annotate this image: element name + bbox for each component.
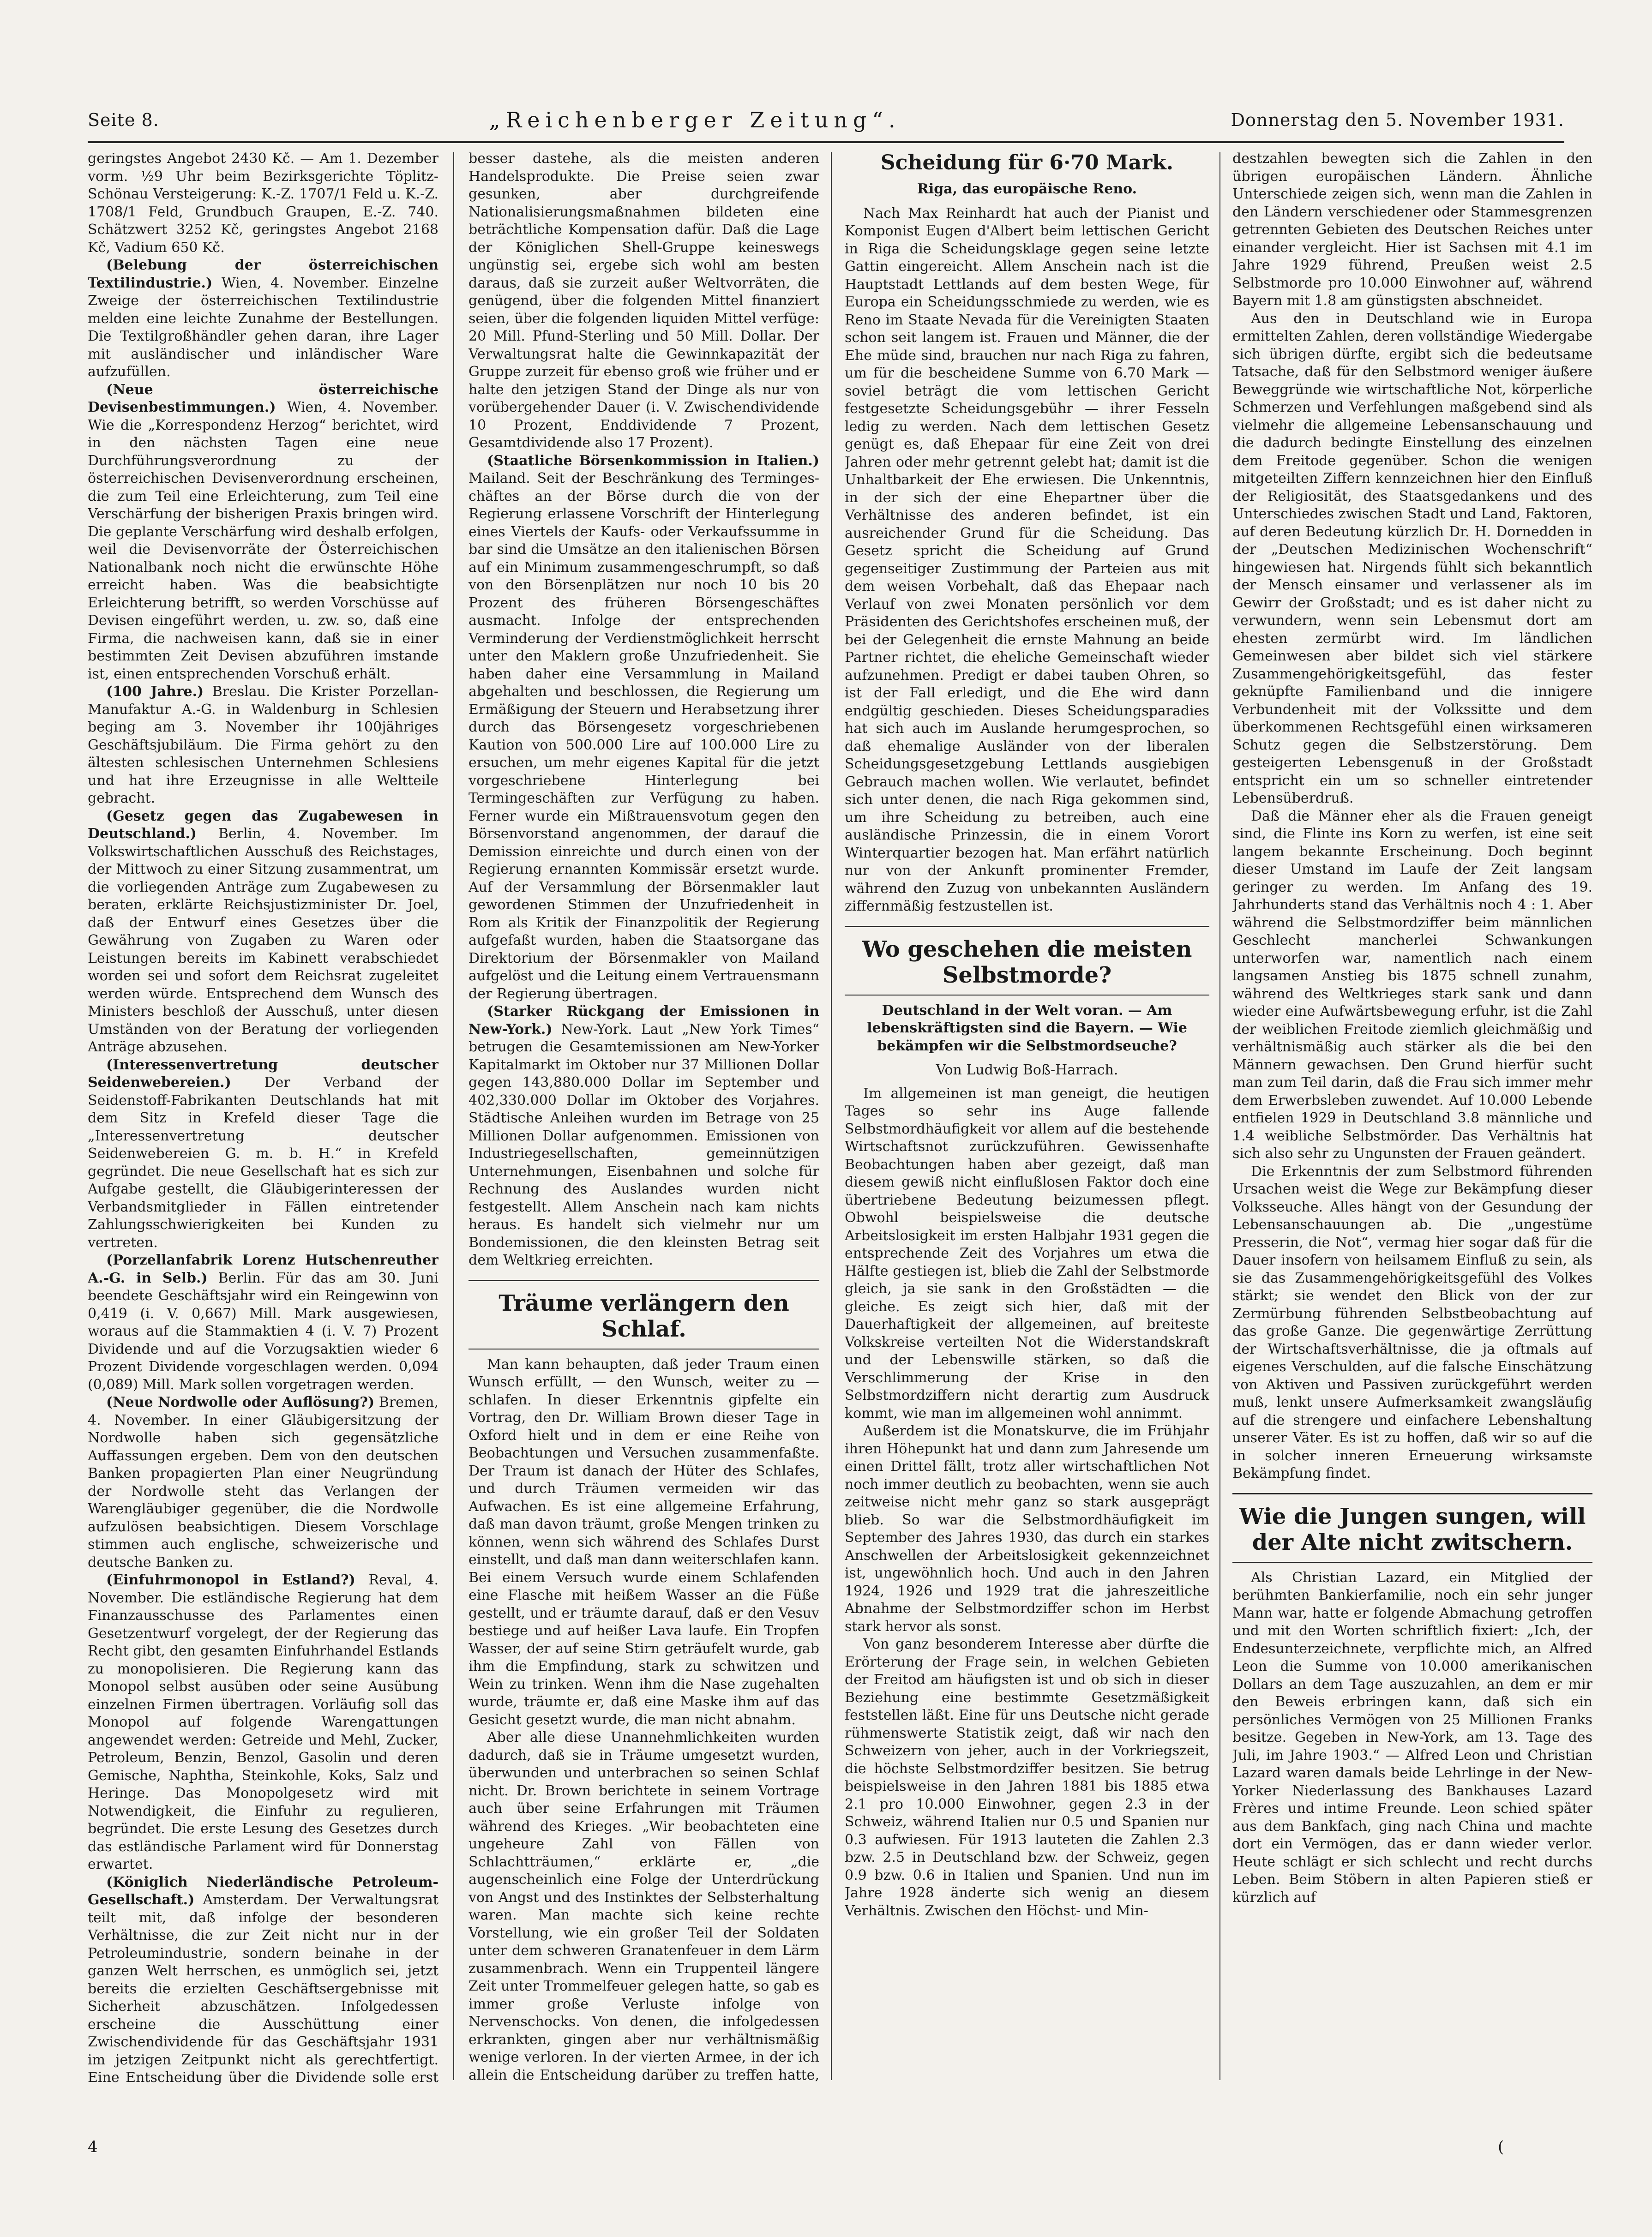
- article-paragraph: Man kann behaupten, daß jeder Traum einen Wunsch erfüllt, — den Wunsch, weiter zu — schlafen. In dieser Erkenntnis gipfelte ein Vortrag, den Dr. William Brown dieser Tage in Oxford hielt und in dem er eine Reihe von Beobachtungen und Versuchen zusammenfaßte. Der Traum ist danach der Hüter des Schlafes, und durch Träumen vermeiden wir das Aufwachen. Es ist eine allgemeine Erfahrung, daß man davon träumt, große Mengen trinken zu können, wenn sich während des Schlafes Durst einstellt, und daß man dann weiterschlafen kann. Bei einem Versuch wurde einem Schlafenden eine Flasche mit heißem Wasser an die Füße gestellt, und er träumte darauf, daß er den Vesuv bestiege und auf heißer Lava laufe. Ein Tropfen Wasser, der auf seine Stirn geträufelt wurde, gab ihm die Empfindung, stark zu schwitzen und Wein zu trinken. Wenn ihm die Nase zugehalten wurde, träumte er, daß eine Maske ihm auf das Gesicht gesetzt wurde, die man nicht abnahm.: [469, 1356, 819, 1728]
- section-rule: [1232, 1493, 1592, 1494]
- news-item-head: (Porzellanfabrik Lorenz Hutschenreuther A.-G. in Selb.): [88, 1252, 439, 1286]
- column-divider: [453, 152, 454, 2080]
- news-item: [88, 1056, 439, 1252]
- article-subtitle: Riga, das europäische Reno.: [917, 181, 1137, 197]
- news-item-text: Wien, 4. November. Wie die „Korrespondenz Herzog“ berichtet, wird in den nächsten Tagen eine neue Durchführungsverordnung zu der österreichischen Devisenverordnung erscheinen, die zum Teil eine Erleichterung, zum Teil eine Verschärfung der bisherigen Praxis bringen wird. Die geplante Verschärfung wird deshalb erfolgen, weil die Devisenvorräte der Österreichischen Nationalbank noch nicht die erwünschte Höhe erreicht haben. Was die beabsichtigte Erleichterung betrifft, so werden Vorschüsse auf Devisen eingeführt werden, u. zw. so, daß eine Firma, die nachweisen kann, daß sie in einer bestimmten Zeit Devisen abzuführen imstande ist, einen entsprechenden Vorschuß erhält.: [88, 399, 439, 682]
- news-item-text: Bremen, 4. November. In einer Gläubigersitzung der Nordwolle haben sich gegensätzliche Auffassungen ergeben. Dem von den deutschen Banken propagierten Plan einer Neugründung der Nordwolle steht das Verlangen der Warengläubiger gegenüber, die die Nordwolle aufzulösen beabsichtigen. Diesem Vorschlage stimmen auch englische, schweizerische und deutsche Banken zu.: [88, 1394, 439, 1571]
- news-item-text: New-York. Laut „New York Times“ betrugen die Gesamtemissionen am New-Yorker Kapitalmarkt im Oktober nur 37 Millionen Dollar gegen 143,880.000 Dollar im September und 402,330.000 Dollar im Oktober des Vorjahres. Städtische Anleihen wurden im Betrage von 25 Millionen Dollar aufgenommen. Emissionen von Industriegesellschaften, gemeinnützigen Unternehmungen, Eisenbahnen und solche für Rechnung des Auslandes wurden nicht festgestellt. Allem Anschein nach kam nichts heraus. Es handelt sich vielmehr nur um Bondemissionen, die den kleinsten Betrag seit dem Weltkrieg erreichten.: [469, 1021, 819, 1268]
- news-item-head: (Gesetz gegen das Zugabewesen in Deutschland.): [88, 808, 439, 842]
- article-paragraph: Nach Max Reinhardt hat auch der Pianist und Komponist Eugen d'Albert beim lettischen Gericht in Riga die Scheidungsklage gegen seine letzte Gattin eingereicht. Allem Anschein nach ist die Hauptstadt Lettlands auf dem besten Wege, für Europa ein Scheidungsschmiede zu werden, wie es Reno im Staate Nevada für die Vereinigten Staaten schon seit langem ist. Frauen und Männer, die der Ehe müde sind, brauchen nur nach Riga zu fahren, um für die bescheidene Summe von 6.70 Mark — soviel beträgt die vom lettischen Gericht festgesetzte Scheidungsgebühr — ihrer Fesseln ledig zu werden. Nach dem lettischen Gesetz genügt es, daß Ehepaar für eine Zeit von drei Jahren oder mehr getrennt gelebt hat; damit ist die Unhaltbarkeit der Ehe erwiesen. Die Unkenntnis, in der sich der eine Ehepartner über die Verhältnisse des anderen befindet, ist ein ausreichender Grund für die Scheidung. Das Gesetz spricht die Scheidung auf Grund gegenseitiger Zustimmung der Parteien aus mit dem weisen Vorbehalt, daß das Ehepaar nach Verlauf von zwei Monaten persönlich vor dem Präsidenten des Gerichtshofes erscheinen muß, der bei der Gelegenheit die ernste Mahnung an beide Partner richtet, die eheliche Gemeinschaft wieder aufzunehmen. Predigt er dabei tauben Ohren, so ist der Fall erledigt, und die Ehe wird dann endgültig geschieden. Dieses Scheidungsparadies hat sich auch im Auslande herumgesprochen, so daß ehemalige Ausländer von der liberalen Scheidungsgesetzgebung Lettlands ausgiebigen Gebrauch machen wollen. Wie verlautet, befindet sich unter denen, die nach Riga gekommen sind, um ihre Scheidung zu betreiben, auch eine ausländische Prinzessin, die in einem Vorort Winterquartier bezogen hat. Man erfährt natürlich nur von der Ankunft prominenter Fremder, während den Zuzug von unbekannten Ausländern ziffernmäßig festzustellen ist.: [845, 205, 1209, 914]
- article-paragraph: destzahlen bewegten sich die Zahlen in den übrigen europäischen Ländern. Ähnliche Unterschiede zeigen sich, wenn man die Zahlen in den Ländern verschiedener oder Stammesgrenzen getrennten Gebieten des Deutschen Reiches unter einander vergleicht. Hier ist Sachsen mit 4.1 im Jahre 1929 führend, Preußen weist 2.5 Selbstmorde pro 10.000 Einwohner auf, während Bayern mit 1.8 am günstigsten abschneidet.: [1232, 150, 1592, 309]
- column-divider: [831, 152, 832, 2080]
- news-item: [88, 150, 439, 257]
- news-item-text: Amsterdam. Der Verwaltungsrat teilt mit, daß infolge der besonderen Verhältnisse, die zur Zeit nicht nur in der Petroleumindustrie, sondern beinahe in der ganzen Welt herrschen, es unmöglich sei, jetzt bereits die erzielten Geschäftsergebnisse mit Sicherheit abzuschätzen. Infolgedessen erscheine die Ausschüttung einer Zwischendividende für das Geschäftsjahr 1931 im jetzigen Zeitpunkt nicht als gerechtfertigt. Eine Entscheidung über die Dividende solle erst: [88, 1892, 439, 2085]
- news-item: [88, 381, 439, 684]
- news-item: [469, 1003, 819, 1270]
- news-item: [88, 683, 439, 808]
- news-item-head: (Neue Nordwolle oder Auflösung?): [106, 1394, 375, 1410]
- page-number: Seite 8.: [88, 110, 159, 130]
- news-item-head: (Staatliche Börsenkommission in Italien.): [487, 452, 819, 469]
- news-item-head: (Belebung der österreichischen Textilindustrie.): [88, 257, 439, 291]
- news-item: [88, 1252, 439, 1394]
- article-paragraph: Daß die Männer eher als die Frauen geneigt sind, die Flinte ins Korn zu werfen, ist eine seit langem bekannte Erscheinung. Doch beginnt dieser Umstand im Laufe der Zeit langsam geringer zu werden. Im Anfang des 19. Jahrhunderts stand das Verhältnis noch 4 : 1. Aber während die Selbstmordziffer beim männlichen Geschlecht mancherlei Schwankungen unterworfen war, namentlich nach einem langsamen Anstieg bis 1875 schnell zunahm, während des Weltkrieges stark sank und dann wieder eine Aufwärtsbewegung erfuhr, ist die Zahl der weiblichen Freitode ziemlich gleichmäßig und verhältnismäßig auch stärker als die bei den Männern gewachsen. Den Grund hierfür sucht man zum Teil darin, daß die Frau sich immer mehr dem Erwerbsleben zuwendet. Auf 10.000 Lebende entfielen 1929 in Deutschland 3.8 männliche und 1.4 weibliche Selbstmörder. Das Verhältnis hat sich also sehr zu Ungunsten der Frauen geändert.: [1232, 808, 1592, 1162]
- news-item: [88, 1571, 439, 1874]
- news-item: [469, 452, 819, 1003]
- article-paragraph: Im allgemeinen ist man geneigt, die heutigen Tages so sehr ins Auge fallende Selbstmordhäufigkeit vor allem auf die bestehende Wirtschaftsnot zurückzuführen. Gewissenhafte Beobachtungen haben aber gezeigt, daß man diesem gewiß nicht einflußlosen Faktor doch eine übertriebene Bedeutung beizumessen pflegt. Obwohl beispielsweise die deutsche Arbeitslosigkeit im ersten Halbjahr 1931 gegen die entsprechende Zeit des Vorjahres um etwa die Hälfte gestiegen ist, blieb die Zahl der Selbstmorde gleich, ja sie sank in den Großstädten — die gleiche. Es zeigt sich hier, daß mit der Dauerhaftigkeit der allgemeinen, auf breiteste Volkskreise verteilten Not die Widerstandskraft und der Lebenswille stärken, so daß die Verschlimmerung der Krise in den Selbstmordziffern nicht derartig zum Ausdruck kommt, wie man im allgemeinen wohl annimmt.: [845, 1085, 1209, 1421]
- news-item-head: (100 Jahre.): [106, 684, 204, 700]
- footer-mark-left: 4: [88, 2138, 98, 2156]
- article-paragraph: Die Erkenntnis der zum Selbstmord führenden Ursachen weist die Wege zur Bekämpfung dieser Volksseuche. Alles hängt von der Gesundung der Lebensanschauungen ab. Die „ungestüme Presserin, die Not“, vermag hier sogar daß für die Dauer insofern von heilsamem Einfluß zu sein, als sie das Zusammengehörigkeitsgefühl des Volkes stärkt; sie wendet den Blick von der zur Zermürbung führenden Selbstbeobachtung auf das große Ganze. Die gegenwärtige Zerrüttung der Wirtschaftsverhältnisse, die ja oftmals auf eigenes Verschulden, auf die falsche Einschätzung von Aktiven und Passiven zurückgeführt werden muß, lenkt unsere Aufmerksamkeit zwangsläufig auf die strengere und einfachere Lebenshaltung unserer Väter. Es ist zu hoffen, daß wir so auf die in solcher inneren Erneuerung wirksamste Bekämpfung findet.: [1232, 1163, 1592, 1481]
- page-header: [88, 104, 1564, 136]
- news-item: [88, 1394, 439, 1571]
- article-paragraph: Aus den in Deutschland wie in Europa ermittelten Zahlen, deren vollständige Wiedergabe sich übrigen dürfte, ergibt sich die bedeutsame Tatsache, daß für den Selbstmord weniger äußere Beweggründe wie wirtschaftliche Not, körperliche Schmerzen und Verfehlungen maßgebend sind als vielmehr die allgemeine Lebensanschauung und die dadurch bedingte Einstellung des einzelnen dem Freitode gegenüber. Schon die wenigen mitgeteilten Ziffern kennzeichnen hier den Einfluß der Religiosität, des Staatsgedankens und des Unterschiedes zwischen Stadt und Land, Faktoren, auf deren Bedeutung kürzlich Dr. H. Dornedden in der „Deutschen Medizinischen Wochenschrift“ hingewiesen hat. Nirgends fühlt sich bekanntlich der Mensch einsamer und verlassener als im Gewirr der Großstadt; und es ist daher nicht zu verwundern, wenn sein Lebensmut dort am ehesten zermürbt wird. Im ländlichen Gemeinwesen aber bildet sich viel stärkere Zusammengehörigkeitsgefühl, das fester geknüpfte Familienband und die innigere Verbundenheit mit der Volkssitte und dem überkommenen Rechtsgefühl einen wirksameren Schutz gegen die Selbstzerstörung. Dem gesteigerten Lebensgenuß in der Großstadt entspricht ein um so schneller eintretender Lebensüberdruß.: [1232, 310, 1592, 806]
- news-item-head: (Königlich Niederländische Petroleum-Gesellschaft.): [88, 1874, 439, 1908]
- news-item-text: besser dastehe, als die meisten anderen Handelsprodukte. Die Preise seien zwar gesunken, aber durchgreifende Nationalisierungsmaßnahmen bildeten eine beträchtliche Kompensation dafür. Daß die Lage der Königlichen Shell-Gruppe keineswegs ungünstig sei, ergebe sich wohl am besten daraus, daß sie zurzeit außer Weltvorräten, die genügend, über die folgenden Mittel finanziert seien, über die folgenden liquiden Mittel verfüge: 20 Mill. Pfund-Sterling und 50 Mill. Dollar. Der Verwaltungsrat halte die Gewinnkapazität der Gruppe zurzeit für ebenso groß wie früher und er halte den jetzigen Stand der Dinge als nur von vorübergehender Dauer (i. V. Zwischendividende 10 Prozent, Enddividende 7 Prozent, Gesamtdividende also 17 Prozent).: [469, 150, 819, 451]
- news-item-text: Der Verband der Seidenstoff-Fabrikanten Deutschlands hat mit dem Sitz in Krefeld dieser Tage die „Interessenvertretung deutscher Seidenwebereien G. m. b. H.“ in Krefeld gegründet. Die neue Gesellschaft hat es sich zur Aufgabe gestellt, die Gläubigerinteressen der Verbandsmitglieder in Fällen eintretender Zahlungsschwierigkeiten bei Kunden zu vertreten.: [88, 1074, 439, 1251]
- article-paragraph: Aber alle diese Unannehmlichkeiten wurden dadurch, daß sie in Träume umgesetzt wurden, überwunden und unterbrachen so seinen Schlaf nicht. Dr. Brown berichtete in seinem Vortrage auch über seine Erfahrungen mit Träumen während des Krieges. „Wir beobachteten eine ungeheure Zahl von Fällen von Schlachtträumen,“ erklärte er, „die augenscheinlich eine Folge der Unterdrückung von Angst und des Instinktes der Selbsterhaltung waren. Man machte sich keine rechte Vorstellung, wie ein großer Teil der Soldaten unter dem schweren Granatenfeuer in dem Lärm zusammenbrach. Wenn ein Truppenteil längere Zeit unter Trommelfeuer gelegen hatte, so gab es immer große Verluste infolge von Nervenschocks. Von denen, die infolgedessen erkrankten, gingen aber nur verhältnismäßig wenige verloren. In der vierten Armee, in der ich allein die Entscheidung darüber zu treffen hatte,: [469, 1729, 819, 2083]
- article-byline: Von Ludwig Boß-Harrach.: [936, 1062, 1118, 1078]
- column-1: [88, 150, 439, 2085]
- news-item: [469, 150, 819, 452]
- column-divider: [1219, 152, 1220, 2080]
- section-rule: [845, 926, 1209, 927]
- issue-date: Donnerstag den 5. November 1931.: [1231, 110, 1564, 130]
- news-item-head: (Interessenvertretung deutscher Seidenwebereien.): [88, 1056, 439, 1091]
- title-rule: [1232, 1562, 1592, 1563]
- footer-mark-right: (: [1498, 2138, 1504, 2156]
- article-paragraph: Von ganz besonderem Interesse aber dürfte die Erörterung der Frage sein, in welchen Gebieten der Freitod am häufigsten ist und ob sich in dieser Beziehung eine bestimmte Gesetzmäßigkeit feststellen läßt. Eine für uns Deutsche nicht gerade rühmenswerte Statistik zeigt, daß wir nach den Schweizern von jeher, auch in der Vorkriegszeit, die höchste Selbstmordziffer besitzen. Sie betrug beispielsweise in den Jahren 1881 bis 1885 etwa 2.1 pro 10.000 Einwohner, gegen 2.3 in der Schweiz, während Italien nur 0.5 und Spanien nur 0.3 aufwiesen. Für 1913 lauteten die Zahlen 2.3 bzw. 2.5 in Deutschland bzw. der Schweiz, gegen 0.9 bzw. 0.6 in Italien und Spanien. Und nun im Jahre 1928 änderte sich wenig an diesem Verhältnis. Zwischen den Höchst- und Min-: [845, 1636, 1209, 1919]
- news-item-text: Mailand. Seit der Beschränkung des Termingeschäftes an der Börse durch die von der Regierung erlassene Vorschrift der Hinterlegung eines Viertels der Kaufs- oder Verkaufssumme in bar sind die Umsätze an den italienischen Börsen auf ein Minimum zusammengeschrumpft, so daß von den Börsenplätzen nur noch 10 bis 20 Prozent des früheren Börsengeschäftes ausmacht. Infolge der entsprechenden Verminderung der Verdienstmöglichkeit herrscht unter den Maklern große Unzufriedenheit. Sie haben daher eine Versammlung in Mailand abgehalten und beschlossen, die Regierung um Ermäßigung der Steuern und Herabsetzung ihrer durch das Börsengesetz vorgeschriebenen Kaution von 500.000 Lire auf 100.000 Lire zu ersuchen, um mehr eigenes Kapital für die jetzt vorgeschriebene Hinterlegung bei Termingeschäften zur Verfügung zu haben. Ferner wurde ein Mißtrauensvotum gegen den Börsenvorstand angenommen, der darauf die Demission einreichte und durch einen von der Regierung ernannten Kommissär ersetzt wurde. Auf der Versammlung der Börsenmakler laut gewordenen Stimmen der Unzufriedenheit in Rom als Kritik der Finanzpolitik der Regierung aufgefaßt wurden, haben die Staatsorgane das Direktorium der Börsenmakler von Mailand aufgelöst und die Leitung einem Vertrauensmann der Regierung übertragen.: [469, 470, 819, 1002]
- column-4: [1232, 150, 1592, 2085]
- column-3: [845, 150, 1209, 2085]
- article-title: Träume verlängern den Schlaf.: [499, 1290, 789, 1342]
- news-item-text: Berlin, 4. November. Im Volkswirtschaftlichen Ausschuß des Reichstages, der Mittwoch zu einer Sitzung zusammentrat, um die vorliegenden Anträge zum Zugabewesen zu beraten, erklärte Reichsjustizminister Dr. Joel, daß der Entwurf eines Gesetzes über die Gewährung von Zugaben zu Waren oder Leistungen bereits im Kabinett verabschiedet worden sei und sofort dem Reichsrat zugeleitet werden würde. Entsprechend dem Wunsch des Ministers beschloß der Ausschuß, unter diesen Umständen von der Beratung der vorliegenden Anträge abzusehen.: [88, 826, 439, 1055]
- news-item-head: (Einfuhrmonopol in Estland?): [106, 1572, 355, 1588]
- news-item-head: (Starker Rückgang der Emissionen in New-York.): [469, 1003, 819, 1038]
- article-title: Wo geschehen die meisten Selbstmorde?: [862, 936, 1192, 988]
- news-item-text: geringstes Angebot 2430 Kč. — Am 1. Dezember vorm. ½9 Uhr beim Bezirksgerichte Töplitz-Schönau Versteigerung: K.-Z. 1707/1 Feld u. K.-Z. 1708/1 Feld, Grundbuch Graupen, E.-Z. 740. Schätzwert 3252 Kč, geringstes Angebot 2168 Kč, Vadium 650 Kč.: [88, 150, 439, 256]
- header-rule: [88, 141, 1564, 143]
- article-paragraph: Als Christian Lazard, ein Mitglied der berühmten Bankierfamilie, noch ein sehr junger Mann war, hatte er folgende Abmachung getroffen und mit den Worten schriftlich fixiert: „Ich, der Endesunterzeichnete, verpflichte mich, an Alfred Leon die Summe von 10.000 amerikanischen Dollars an dem Tage auszuzahlen, an dem er mir den Beweis erbringen kann, daß sich ein persönliches Vermögen von 25 Millionen Franks besitze. Gegeben in New-York, am 13. Tage des Juli, im Jahre 1903.“ — Alfred Leon und Christian Lazard waren damals beide Lehrlinge in der New-Yorker Niederlassung des Bankhauses Lazard Frères und intime Freunde. Leon schied später aus dem Bankfach, ging nach China und machte dort ein Vermögen, das er dann wieder verlor. Heute schlägt er sich schlecht und recht durchs Leben. Beim Stöbern in alten Papieren stieß er kürzlich auf: [1232, 1569, 1592, 1906]
- news-item-text: Reval, 4. November. Die estländische Regierung hat dem Finanzausschusse des Parlamentes einen Gesetzentwurf vorgelegt, der der Regierung das Recht gibt, den gesamten Einfuhrhandel Estlands zu monopolisieren. Die Regierung kann das Monopol selbst ausüben oder seine Ausübung einzelnen Firmen übertragen. Vorläufig soll das Monopol auf folgende Warengattungen angewendet werden: Getreide und Mehl, Zucker, Petroleum, Benzin, Benzol, Gasolin und deren Gemische, Naphtha, Steinkohle, Koks, Salz und Heringe. Das Monopolgesetz wird mit Notwendigkeit, die Einfuhr zu regulieren, begründet. Die erste Lesung des Gesetzes durch das estländische Parlament wird für Donnerstag erwartet.: [88, 1572, 439, 1872]
- news-item-text: Wien, 4. November. Einzelne Zweige der österreichischen Textilindustrie melden eine leichte Zunahme der Bestellungen. Die Textilgroßhändler gehen daran, ihre Lager mit ausländischer und inländischer Ware aufzufüllen.: [88, 275, 439, 380]
- news-item-head: (Neue österreichische Devisenbestimmungen.): [88, 381, 439, 415]
- newspaper-title: „Reichenberger Zeitung“.: [489, 108, 901, 132]
- section-rule: [469, 1280, 819, 1281]
- news-item: [88, 1874, 439, 2085]
- article-subtitle: Deutschland in der Welt voran. — Am lebenskräftigsten sind die Bayern. — Wie bekämpfen wir die Selbstmordseuche?: [867, 1002, 1187, 1054]
- article-title: Scheidung für 6·70 Mark.: [880, 151, 1174, 174]
- news-item-text: Breslau. Die Krister Porzellan-Manufaktur A.-G. in Waldenburg in Schlesien beging am 3. November ihr 100jähriges Geschäftsjubiläum. Die Firma gehört zu den ältesten schlesischen Unternehmen Schlesiens und hat ihre Erzeugnisse in alle Weltteile gebracht.: [88, 684, 439, 806]
- column-2: [469, 150, 819, 2085]
- article-title: Wie die Jungen sungen, will der Alte nicht zwitschern.: [1239, 1503, 1586, 1555]
- title-rule: [845, 995, 1209, 996]
- news-item: [88, 257, 439, 381]
- article-paragraph: Außerdem ist die Monatskurve, die im Frühjahr ihren Höhepunkt hat und dann zum Jahresende um einen Drittel fällt, trotz aller wirtschaftlichen Not noch immer deutlich zu beobachten, wenn sie auch zeitweise nicht mehr ganz so stark ausgeprägt blieb. So war die Selbstmordhäufigkeit im September des Jahres 1930, das durch ein starkes Anschwellen der Arbeitslosigkeit gekennzeichnet ist, ungewöhnlich hoch. Und auch in den Jahren 1924, 1926 und 1929 trat die jahreszeitliche Abnahme der Selbstmordziffer schon im Herbst stark hervor als sonst.: [845, 1423, 1209, 1635]
- news-item-text: Berlin. Für das am 30. Juni beendete Geschäftsjahr wird ein Reingewinn von 0,419 (i. V. 0,667) Mill. Mark ausgewiesen, woraus auf die Stammaktien 4 (i. V. 7) Prozent Dividende und auf die Vorzugsaktien wieder 6 Prozent Dividende vorgeschlagen werden. 0,094 (0,089) Mill. Mark sollen vorgetragen werden.: [88, 1270, 439, 1393]
- news-item: [88, 808, 439, 1056]
